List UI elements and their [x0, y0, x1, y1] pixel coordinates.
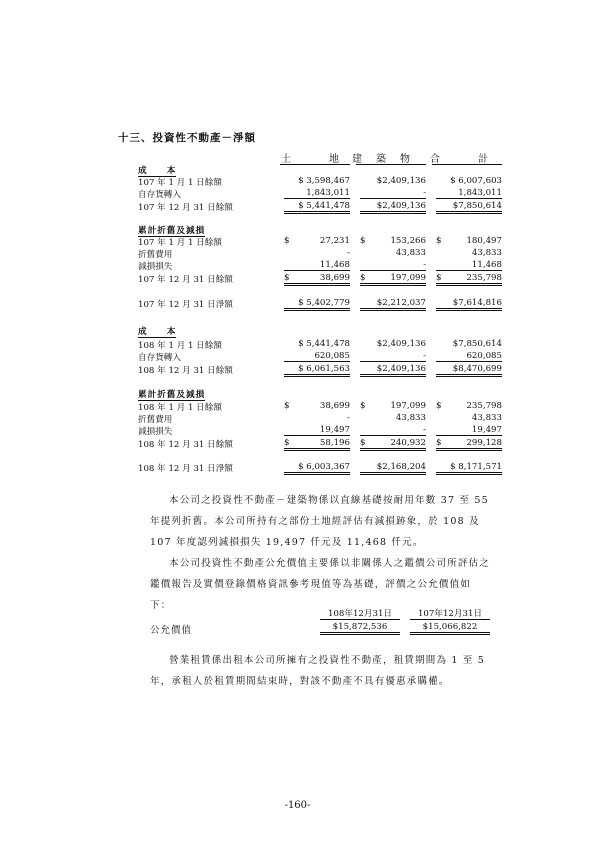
building-value: $2,409,136 [360, 364, 426, 377]
column-header-building: 建 築 物 [352, 154, 412, 165]
header-rule [356, 164, 426, 165]
building-value: 43,833 [395, 413, 426, 423]
depreciation-paragraph: 本公司之投資性不動產－建築物係以直線基礎按耐用年數 37 至 55 年提列折舊。本公司所持有之部份土地經評估有減損跡象，於 108 及 107 年度認列減損損失 19,497 仟元及 11,468 仟元。 [150, 495, 489, 548]
row-label: 107 年 12 月 31 日餘額 [138, 275, 233, 285]
total-value: 1,843,011 [436, 188, 502, 199]
fair-value-col1-value: $15,872,536 [320, 622, 400, 635]
total-value: $8,470,699 [436, 364, 502, 377]
total-value: $ 6,007,603 [450, 176, 502, 186]
land-value: $ 38,699 [284, 273, 350, 286]
depreciation-heading: 累計折舊及減損 [138, 226, 206, 236]
total-value: $ 235,798 [436, 401, 502, 411]
building-value: $2,409,136 [376, 176, 426, 186]
building-value: $ 197,099 [360, 273, 426, 286]
land-value: - [347, 248, 350, 258]
page-number: -160- [284, 800, 311, 811]
land-value: - [347, 413, 350, 423]
building-value: - [360, 188, 426, 199]
row-label: 折舊費用 [138, 415, 173, 425]
total-net-value: $ 8,171,571 [436, 462, 502, 475]
column-header-land: 土 地 [281, 154, 341, 165]
total-value: $ 235,798 [436, 273, 502, 286]
land-value: $ 3,598,467 [298, 176, 350, 186]
row-label: 108 年 1 月 1 日餘額 [138, 403, 222, 413]
section-title: 十三、投資性不動產－淨額 [118, 132, 256, 144]
building-value: $ 197,099 [360, 401, 426, 411]
total-net-value: $7,614,816 [436, 298, 502, 311]
row-label: 折舊費用 [138, 250, 173, 260]
land-value: $ 38,699 [284, 401, 350, 411]
row-label: 108 年 12 月 31 日餘額 [138, 366, 233, 376]
header-rule [432, 164, 502, 165]
cost-heading: 成 本 [138, 166, 177, 176]
row-label: 107 年 1 月 1 日餘額 [138, 178, 222, 188]
net-row-label: 108 年 12 月 31 日淨額 [138, 464, 233, 474]
land-value: $ 58,196 [284, 438, 350, 451]
total-value: 19,497 [436, 425, 502, 436]
total-value: $7,850,614 [436, 201, 502, 214]
total-value: $ 180,497 [436, 236, 502, 246]
cost-heading: 成 本 [138, 327, 177, 337]
land-value: $ 5,441,478 [284, 201, 350, 214]
row-label: 107 年 12 月 31 日餘額 [138, 203, 233, 213]
fair-value-col2-value: $15,066,822 [410, 622, 490, 635]
operating-lease-paragraph: 營業租賃係出租本公司所擁有之投資性不動產，租賃期間為 1 至 5 年，承租人於租賃期間結束時，對該不動產不具有優惠承購權。 [150, 655, 486, 687]
land-value: 11,468 [284, 260, 350, 271]
total-value: $ 299,128 [436, 438, 502, 451]
row-label: 108 年 12 月 31 日餘額 [138, 440, 233, 450]
row-label: 自存貨轉入 [138, 353, 181, 363]
building-value: $2,409,136 [376, 339, 426, 349]
land-value: $ 6,061,563 [284, 364, 350, 377]
total-value: 43,833 [471, 248, 502, 258]
building-value: - [360, 351, 426, 362]
land-value: 19,497 [284, 425, 350, 436]
land-value: $ 27,231 [284, 236, 350, 246]
total-value: 620,085 [436, 351, 502, 362]
header-rule [280, 164, 350, 165]
depreciation-heading: 累計折舊及減損 [138, 390, 206, 400]
land-net-value: $ 5,402,779 [284, 298, 350, 311]
total-value: 11,468 [436, 260, 502, 271]
building-value: - [360, 425, 426, 436]
building-value: 43,833 [395, 248, 426, 258]
fair-value-paragraph: 本公司投資性不動產公允價值主要係以非關係人之鑑價公司所評估之鑑價報告及實價登錄價格資訊參考現值等為基礎，評價之公允價值如下： [150, 558, 491, 611]
fair-value-col2-head: 107年12月31日 [410, 607, 490, 620]
building-value: $2,409,136 [360, 201, 426, 214]
net-row-label: 107 年 12 月 31 日淨額 [138, 300, 233, 310]
row-label: 108 年 1 月 1 日餘額 [138, 341, 222, 351]
land-value: 620,085 [284, 351, 350, 362]
land-value: $ 5,441,478 [298, 339, 350, 349]
land-value: 1,843,011 [284, 188, 350, 199]
land-net-value: $ 6,003,367 [284, 462, 350, 475]
building-net-value: $2,168,204 [360, 462, 426, 475]
building-value: $ 153,266 [360, 236, 426, 246]
row-label: 減損損失 [138, 262, 173, 272]
total-value: $7,850,614 [452, 339, 502, 349]
building-net-value: $2,212,037 [360, 298, 426, 311]
row-label: 自存貨轉入 [138, 190, 181, 200]
building-value: - [360, 260, 426, 271]
fair-value-label: 公允價值 [150, 625, 193, 636]
fair-value-col1-head: 108年12月31日 [320, 607, 400, 620]
row-label: 減損損失 [138, 427, 173, 437]
column-header-total: 合 計 [430, 154, 490, 165]
total-value: 43,833 [471, 413, 502, 423]
building-value: $ 240,932 [360, 438, 426, 451]
row-label: 107 年 1 月 1 日餘額 [138, 238, 222, 248]
